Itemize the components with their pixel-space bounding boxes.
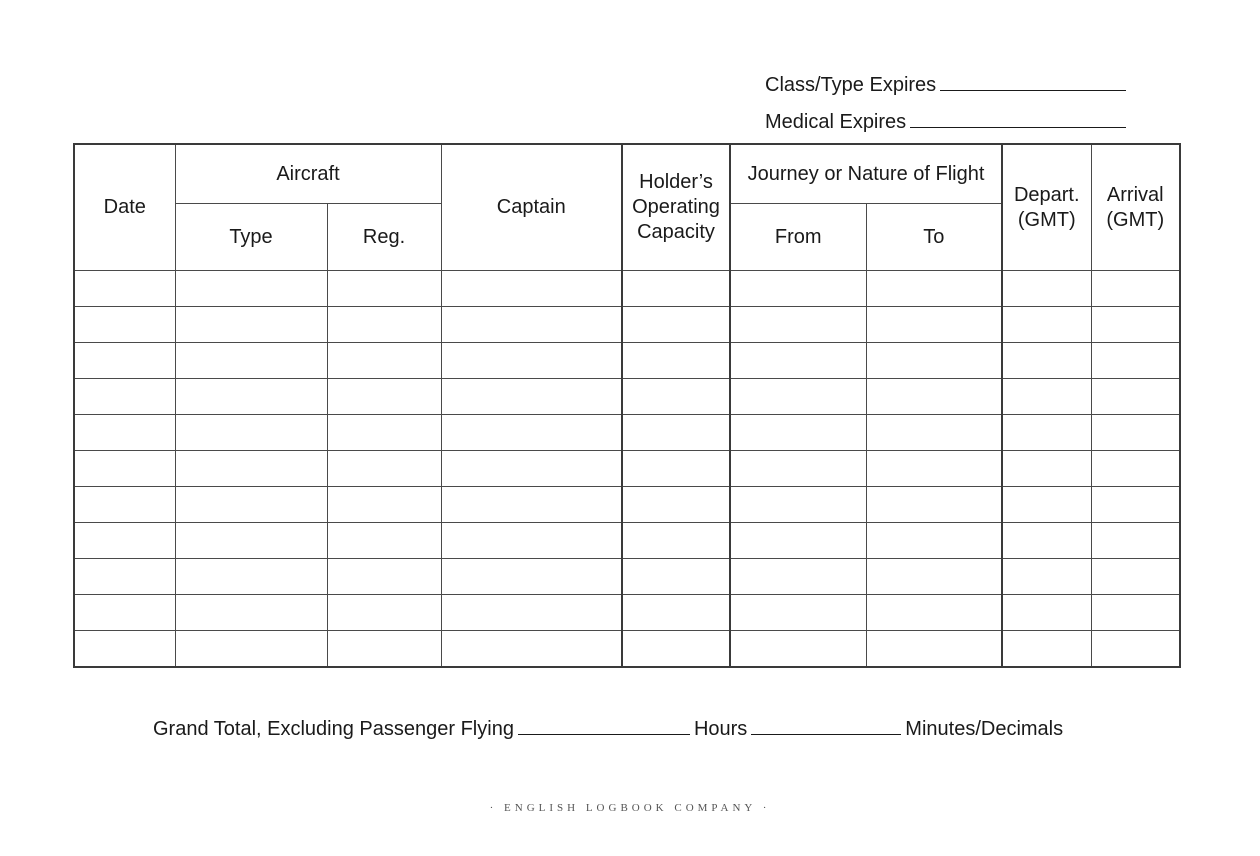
cell-reg[interactable] — [327, 523, 441, 559]
cell-depart[interactable] — [1002, 379, 1091, 415]
header-from: From — [730, 204, 866, 271]
cell-to[interactable] — [866, 523, 1002, 559]
cell-captain[interactable] — [441, 379, 622, 415]
cell-reg[interactable] — [327, 271, 441, 307]
cell-to[interactable] — [866, 559, 1002, 595]
cell-depart[interactable] — [1002, 523, 1091, 559]
cell-type[interactable] — [175, 343, 327, 379]
header-arrival — [1091, 144, 1180, 271]
cell-type[interactable] — [175, 451, 327, 487]
header-date: Date — [74, 144, 175, 271]
cell-date[interactable] — [74, 451, 175, 487]
hours-label: Hours — [693, 718, 748, 740]
cell-capacity[interactable] — [622, 415, 730, 451]
cell-depart[interactable] — [1002, 343, 1091, 379]
cell-date[interactable] — [74, 631, 175, 668]
cell-reg[interactable] — [327, 343, 441, 379]
flight-log-body — [74, 271, 1180, 668]
cell-to[interactable] — [866, 343, 1002, 379]
flight-log-table — [73, 143, 1181, 668]
class-type-expires-field — [765, 72, 1126, 97]
grand-total-label: Grand Total, Excluding Passenger Flying — [153, 718, 514, 740]
cell-arrival[interactable] — [1091, 487, 1180, 523]
cell-from[interactable] — [730, 451, 866, 487]
cell-type[interactable] — [175, 487, 327, 523]
cell-captain[interactable] — [441, 415, 622, 451]
cell-to[interactable] — [866, 487, 1002, 523]
class-type-expires-label: Class/Type Expires — [765, 74, 937, 96]
depart-line-1: Depart. — [1013, 183, 1080, 206]
holders-line-2: Operating — [632, 196, 720, 218]
cell-date[interactable] — [74, 415, 175, 451]
grand-total-line — [153, 716, 1063, 741]
cell-to[interactable] — [866, 307, 1002, 343]
cell-date[interactable] — [74, 343, 175, 379]
header-type: Type — [175, 204, 327, 271]
cell-from[interactable] — [730, 307, 866, 343]
depart-line-2: (GMT) — [1017, 208, 1076, 231]
cell-captain[interactable] — [441, 451, 622, 487]
cell-arrival[interactable] — [1091, 631, 1180, 668]
cell-depart[interactable] — [1002, 451, 1091, 487]
header-aircraft: Aircraft — [175, 144, 441, 204]
cell-from[interactable] — [730, 379, 866, 415]
cell-arrival[interactable] — [1091, 415, 1180, 451]
cell-from[interactable] — [730, 523, 866, 559]
table-row — [74, 631, 1180, 668]
cell-depart[interactable] — [1002, 559, 1091, 595]
cell-depart[interactable] — [1002, 271, 1091, 307]
cell-type[interactable] — [175, 631, 327, 668]
cell-captain[interactable] — [441, 271, 622, 307]
cell-capacity[interactable] — [622, 379, 730, 415]
header-to: To — [866, 204, 1002, 271]
cell-depart[interactable] — [1002, 631, 1091, 668]
cell-type[interactable] — [175, 595, 327, 631]
cell-capacity[interactable] — [622, 559, 730, 595]
table-row — [74, 415, 1180, 451]
cell-type[interactable] — [175, 523, 327, 559]
cell-to[interactable] — [866, 379, 1002, 415]
cell-arrival[interactable] — [1091, 271, 1180, 307]
cell-date[interactable] — [74, 523, 175, 559]
cell-date[interactable] — [74, 559, 175, 595]
cell-capacity[interactable] — [622, 595, 730, 631]
cell-captain[interactable] — [441, 559, 622, 595]
table-row — [74, 343, 1180, 379]
cell-date[interactable] — [74, 307, 175, 343]
cell-arrival[interactable] — [1091, 595, 1180, 631]
arrival-line-2: (GMT) — [1106, 208, 1165, 231]
grand-total-minutes-blank[interactable] — [751, 716, 901, 735]
medical-expires-blank[interactable] — [910, 109, 1126, 128]
cell-to[interactable] — [866, 415, 1002, 451]
cell-reg[interactable] — [327, 595, 441, 631]
cell-capacity[interactable] — [622, 343, 730, 379]
cell-capacity[interactable] — [622, 487, 730, 523]
cell-capacity[interactable] — [622, 523, 730, 559]
table-row — [74, 523, 1180, 559]
table-row — [74, 379, 1180, 415]
table-row — [74, 559, 1180, 595]
cell-reg[interactable] — [327, 451, 441, 487]
cell-arrival[interactable] — [1091, 379, 1180, 415]
cell-reg[interactable] — [327, 307, 441, 343]
header-captain: Captain — [441, 144, 622, 271]
cell-captain[interactable] — [441, 307, 622, 343]
cell-from[interactable] — [730, 559, 866, 595]
cell-captain[interactable] — [441, 523, 622, 559]
cell-capacity[interactable] — [622, 307, 730, 343]
cell-arrival[interactable] — [1091, 451, 1180, 487]
cell-capacity[interactable] — [622, 271, 730, 307]
cell-date[interactable] — [74, 379, 175, 415]
arrival-line-1: Arrival — [1106, 183, 1164, 206]
cell-date[interactable] — [74, 271, 175, 307]
grand-total-hours-blank[interactable] — [518, 716, 690, 735]
cell-captain[interactable] — [441, 487, 622, 523]
cell-depart[interactable] — [1002, 307, 1091, 343]
cell-depart[interactable] — [1002, 487, 1091, 523]
cell-from[interactable] — [730, 595, 866, 631]
cell-reg[interactable] — [327, 379, 441, 415]
cell-arrival[interactable] — [1091, 559, 1180, 595]
cell-captain[interactable] — [441, 343, 622, 379]
cell-depart[interactable] — [1002, 595, 1091, 631]
table-row — [74, 451, 1180, 487]
cell-to[interactable] — [866, 271, 1002, 307]
header-holders-operating-capacity — [622, 144, 730, 271]
medical-expires-field — [765, 109, 1126, 134]
cell-from[interactable] — [730, 631, 866, 668]
cell-capacity[interactable] — [622, 451, 730, 487]
cell-date[interactable] — [74, 595, 175, 631]
cell-to[interactable] — [866, 451, 1002, 487]
cell-type[interactable] — [175, 559, 327, 595]
cell-captain[interactable] — [441, 631, 622, 668]
table-row — [74, 595, 1180, 631]
cell-type[interactable] — [175, 307, 327, 343]
class-type-expires-blank[interactable] — [940, 72, 1126, 91]
cell-arrival[interactable] — [1091, 523, 1180, 559]
holders-line-1: Holder’s — [639, 171, 713, 193]
header-journey: Journey or Nature of Flight — [730, 144, 1002, 204]
cell-captain[interactable] — [441, 595, 622, 631]
table-row — [74, 307, 1180, 343]
cell-depart[interactable] — [1002, 415, 1091, 451]
cell-type[interactable] — [175, 415, 327, 451]
holders-line-3: Capacity — [637, 221, 715, 243]
header-reg: Reg. — [327, 204, 441, 271]
medical-expires-label: Medical Expires — [765, 111, 907, 133]
cell-reg[interactable] — [327, 415, 441, 451]
cell-from[interactable] — [730, 415, 866, 451]
table-row — [74, 271, 1180, 307]
cell-type[interactable] — [175, 271, 327, 307]
cell-from[interactable] — [730, 487, 866, 523]
cell-arrival[interactable] — [1091, 307, 1180, 343]
cell-to[interactable] — [866, 595, 1002, 631]
cell-to[interactable] — [866, 631, 1002, 668]
cell-arrival[interactable] — [1091, 343, 1180, 379]
cell-type[interactable] — [175, 379, 327, 415]
footer-brand: · ENGLISH LOGBOOK COMPANY · — [489, 802, 771, 814]
cell-reg[interactable] — [327, 631, 441, 668]
cell-reg[interactable] — [327, 487, 441, 523]
cell-from[interactable] — [730, 343, 866, 379]
cell-from[interactable] — [730, 271, 866, 307]
cell-date[interactable] — [74, 487, 175, 523]
header-depart — [1002, 144, 1091, 271]
cell-reg[interactable] — [327, 559, 441, 595]
minutes-label: Minutes/Decimals — [905, 718, 1064, 740]
table-row — [74, 487, 1180, 523]
cell-capacity[interactable] — [622, 631, 730, 668]
